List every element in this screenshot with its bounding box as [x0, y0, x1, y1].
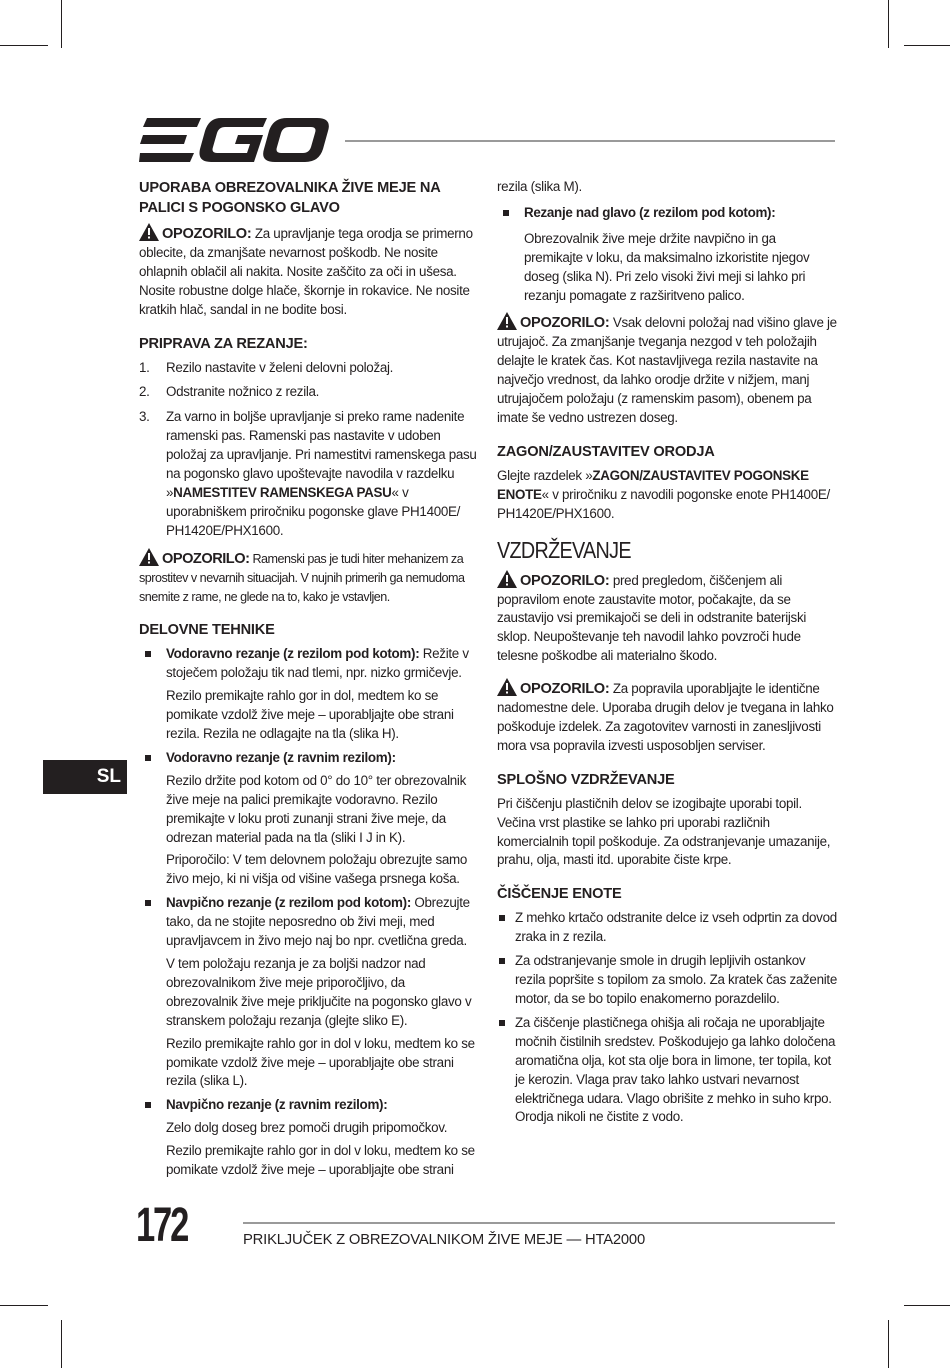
warning-block	[497, 570, 837, 667]
list-item	[497, 909, 837, 947]
list-item	[139, 894, 479, 1091]
warning-text: Ramenski pas je tudi hiter mehanizem za sprostitev v nevarnih situacijah. V nujnih primerih ga nemudoma snemite z rame, ne glede na to, kako je vstavljen.	[139, 551, 465, 604]
list-item	[497, 204, 837, 306]
left-column	[139, 178, 479, 1187]
warning-block	[497, 678, 837, 756]
item-paragraph: Rezilo premikajte rahlo gor in dol v loku, medtem ko se pomikate vzdolž žive meje – uporabljajte obe strani rezila (slika L).	[166, 1035, 475, 1089]
warning-label: OPOZORILO:	[520, 315, 610, 332]
item-text: Za varno in boljše upravljanje si preko rame nadenite ramenski pas. Ramenski pas nastavite v udoben položaj za upravljanje. Pri namestitvi ramenskega pasu na pogonsko glavo upoštevajte navodila v razdelku »	[166, 409, 477, 500]
item-paragraph: Zelo dolg doseg brez pomoči drugih pripomočkov.	[166, 1120, 448, 1136]
item-text: Za odstranjevanje smole in drugih lepljivih ostankov rezila popršite s topilom za smolo. Za kratek čas zaženite motor, da se bo topilo enakomerno porazdelilo.	[515, 953, 837, 1006]
warning-block	[497, 312, 837, 427]
bullet-icon	[145, 1102, 151, 1108]
item-bold-ref: NAMESTITEV RAMENSKEGA PASU	[173, 484, 392, 500]
list-item	[139, 383, 479, 402]
section-title: UPORABA OBREZOVALNIKA ŽIVE MEJE NA PALICI S POGONSKO GLAVO	[139, 180, 441, 216]
warning-text: pred pregledom, čiščenjem ali popravilom enote zaustavite motor, počakajte, da se zaustavijo vsi premikajoči se deli in odstranite baterijski sklop. Neupoštevanje teh navodil lahko povzroči hude telesne poškodbe ali materialno škodo.	[497, 572, 807, 664]
item-text: Režite v stoječem položaju tik nad tlemi, npr. nizko grmičevje.	[166, 646, 469, 681]
item-paragraph: Rezilo premikajte rahlo gor in dol, medtem ko se pomikate vzdolž žive meje – uporabljajte obe strani rezila. Rezila ne odlagajte na tla (slika H).	[166, 688, 454, 742]
section-title: ČIŠČENJE ENOTE	[497, 886, 622, 903]
warning-icon	[497, 312, 517, 330]
item-text: Za čiščenje plastičnega ohišja ali ročaja ne uporabljajte močnih čistilnih sredstev. Poškodujejo ga lahko določena aromatična olja, kot sta olje bora in limone, ter topila, kot je kerozin. Vlaga prav tako lahko ustvari nevarnost električnega udara. Vlago obrišite z mehko in suho krpo. Orodja nikoli ne čistite z vodo.	[515, 1014, 836, 1125]
crop-mark	[0, 1305, 48, 1306]
language-tab: SL	[43, 760, 127, 794]
item-lead: Vodoravno rezanje (z ravnim rezilom):	[166, 749, 396, 765]
item-paragraph: Rezilo premikajte rahlo gor in dol v loku, medtem ko se pomikate vzdolž žive meje – uporabljajte obe strani	[166, 1143, 475, 1178]
list-item	[497, 1014, 837, 1127]
bullet-icon	[499, 958, 505, 964]
section-title: ZAGON/ZAUSTAVITEV ORODJA	[497, 443, 715, 460]
list-item	[497, 952, 837, 1009]
warning-label: OPOZORILO:	[162, 550, 250, 567]
warning-label: OPOZORILO:	[520, 681, 610, 698]
item-paragraph: Obrezovalnik žive meje držite navpično in ga premikajte v loku, da maksimalno izkoristite njegov doseg (slika N). Pri zelo visoki živi meji si lahko pri rezanju pomagate z razširitveno palico.	[524, 230, 810, 303]
text: Glejte razdelek »	[497, 467, 593, 483]
item-number: 1.	[139, 359, 150, 375]
item-paragraph: V tem položaju rezanja je za boljši nadzor nad obrezovalnikom žive meje priporočljivo, da obrezovalnik žive meje priključite na pogonsko glavo v stranskem položaju rezanja (glejte sliko E).	[166, 956, 472, 1028]
page-number: 172	[136, 1199, 188, 1252]
list-item	[139, 1096, 479, 1180]
item-text: Z mehko krtačo odstranite delce iz vseh odprtin za dovod zraka in z rezila.	[515, 910, 837, 945]
footer-rule	[243, 1222, 835, 1224]
section-title: PRIPRAVA ZA REZANJE:	[139, 335, 308, 352]
warning-block	[139, 223, 479, 320]
section-title: SPLOŠNO VZDRŽEVANJE	[497, 771, 675, 788]
item-text: Obrezujte tako, da ne stojite neposredno ob živi meji, med upravljavcem in živo mejo naj bo npr. cvetlična greda.	[166, 895, 470, 949]
crop-mark	[888, 1320, 889, 1368]
item-text: Rezilo nastavite v želeni delovni položaj.	[166, 359, 394, 375]
right-column	[497, 178, 837, 1134]
bullet-icon	[145, 755, 151, 761]
crop-mark	[904, 1305, 950, 1306]
bullet-icon	[499, 1020, 505, 1026]
warning-icon	[139, 548, 159, 566]
item-lead: Navpično rezanje (z rezilom pod kotom):	[166, 895, 411, 911]
item-lead: Navpično rezanje (z ravnim rezilom):	[166, 1097, 388, 1113]
warning-icon	[497, 678, 517, 696]
bullet-icon	[499, 915, 505, 921]
crop-mark	[904, 45, 950, 46]
text: « v priročniku z navodili pogonske enote PH1400E/ PH1420E/PHX1600.	[497, 486, 830, 521]
bold-ref: ZAGON/ZAUSTAVITEV POGONSKE ENOTE	[497, 467, 809, 502]
bullet-icon	[503, 210, 509, 216]
footer-title: PRIKLJUČEK Z OBREZOVALNIKOM ŽIVE MEJE — HTA2000	[243, 1232, 645, 1248]
numbered-list	[139, 359, 479, 541]
warning-label: OPOZORILO:	[520, 572, 610, 589]
crop-mark	[888, 0, 889, 48]
item-paragraph: Priporočilo: V tem delovnem položaju obrezujte samo živo mejo, ki ni višja od višine vašega prsnega koša.	[166, 852, 468, 887]
paragraph: Pri čiščenju plastičnih delov se izogibajte uporabi topil. Večina vrst plastike se lahko pri uporabi različnih komercialnih topil poškoduje. Za odstranjevanje umazanije, prahu, olja, masti itd. uporabite čiste krpe.	[497, 795, 831, 868]
continued-text: rezila (slika M).	[497, 179, 582, 194]
warning-icon	[139, 223, 159, 241]
crop-mark	[61, 1320, 62, 1368]
warning-label: OPOZORILO:	[162, 226, 252, 242]
header-rule	[345, 140, 835, 142]
crop-mark	[61, 0, 62, 48]
item-number: 3.	[139, 409, 150, 425]
warning-text: Vsak delovni položaj nad višino glave je utrujajoč. Za zmanjšanje tveganja nezgod v teh položajih delajte le kratek čas. Kot nastavljivega rezila nastavite na največjo vrednost, da lahko orodje držite v nižjem, manj utrujajočem položaju (z ramenskim pasom), obenem pa imate še vedno ustrezen doseg.	[497, 315, 837, 425]
item-number: 2.	[139, 384, 150, 400]
warning-text: Za upravljanje tega orodja se primerno oblecite, da zmanjšate nevarnost poškodb. Ne nosite ohlapnih oblačil ali nakita. Nosite zaščito za oči in ušesa. Nosite robustne dolge hlače, škornje in rokavice. Ne nosite kratkih hlač, sandal in ne bodite bosi.	[139, 226, 473, 317]
bullet-list	[497, 909, 837, 1127]
warning-block	[139, 548, 479, 607]
item-text: Odstranite nožnico z rezila.	[166, 384, 320, 400]
chapter-title: VZDRŽEVANJE	[497, 536, 631, 563]
bullet-icon	[145, 651, 151, 657]
bullet-icon	[145, 900, 151, 906]
item-paragraph: Rezilo držite pod kotom od 0° do 10° ter obrezovalnik žive meje na palici premikajte vodoravno. Rezilo premikajte v loku proti zunanji strani žive meje, da odrezan material pada na tla (sliki I J in K).	[166, 772, 466, 845]
list-item	[139, 749, 479, 889]
crop-mark	[0, 45, 48, 46]
warning-text: Za popravila uporabljajte le identične nadomestne dele. Uporaba drugih delov je tvegana in lahko poškoduje izdelek. Za zagotovitev varnosti in zanesljivosti mora vsa popravila izvesti usposobljen serviser.	[497, 681, 834, 753]
list-item	[139, 408, 479, 540]
item-lead: Rezanje nad glavo (z rezilom pod kotom):	[524, 204, 776, 220]
item-lead: Vodoravno rezanje (z rezilom pod kotom):	[166, 646, 420, 662]
list-item	[139, 645, 479, 744]
ego-logo	[139, 118, 329, 162]
warning-icon	[497, 570, 517, 588]
paragraph	[497, 467, 837, 524]
section-title: DELOVNE TEHNIKE	[139, 622, 275, 639]
list-item	[139, 359, 479, 378]
bullet-list	[139, 645, 479, 1180]
item-text: « v uporabniškem priročniku pogonske glave PH1400E/ PH1420E/PHX1600.	[166, 484, 461, 538]
bullet-list	[497, 204, 837, 306]
